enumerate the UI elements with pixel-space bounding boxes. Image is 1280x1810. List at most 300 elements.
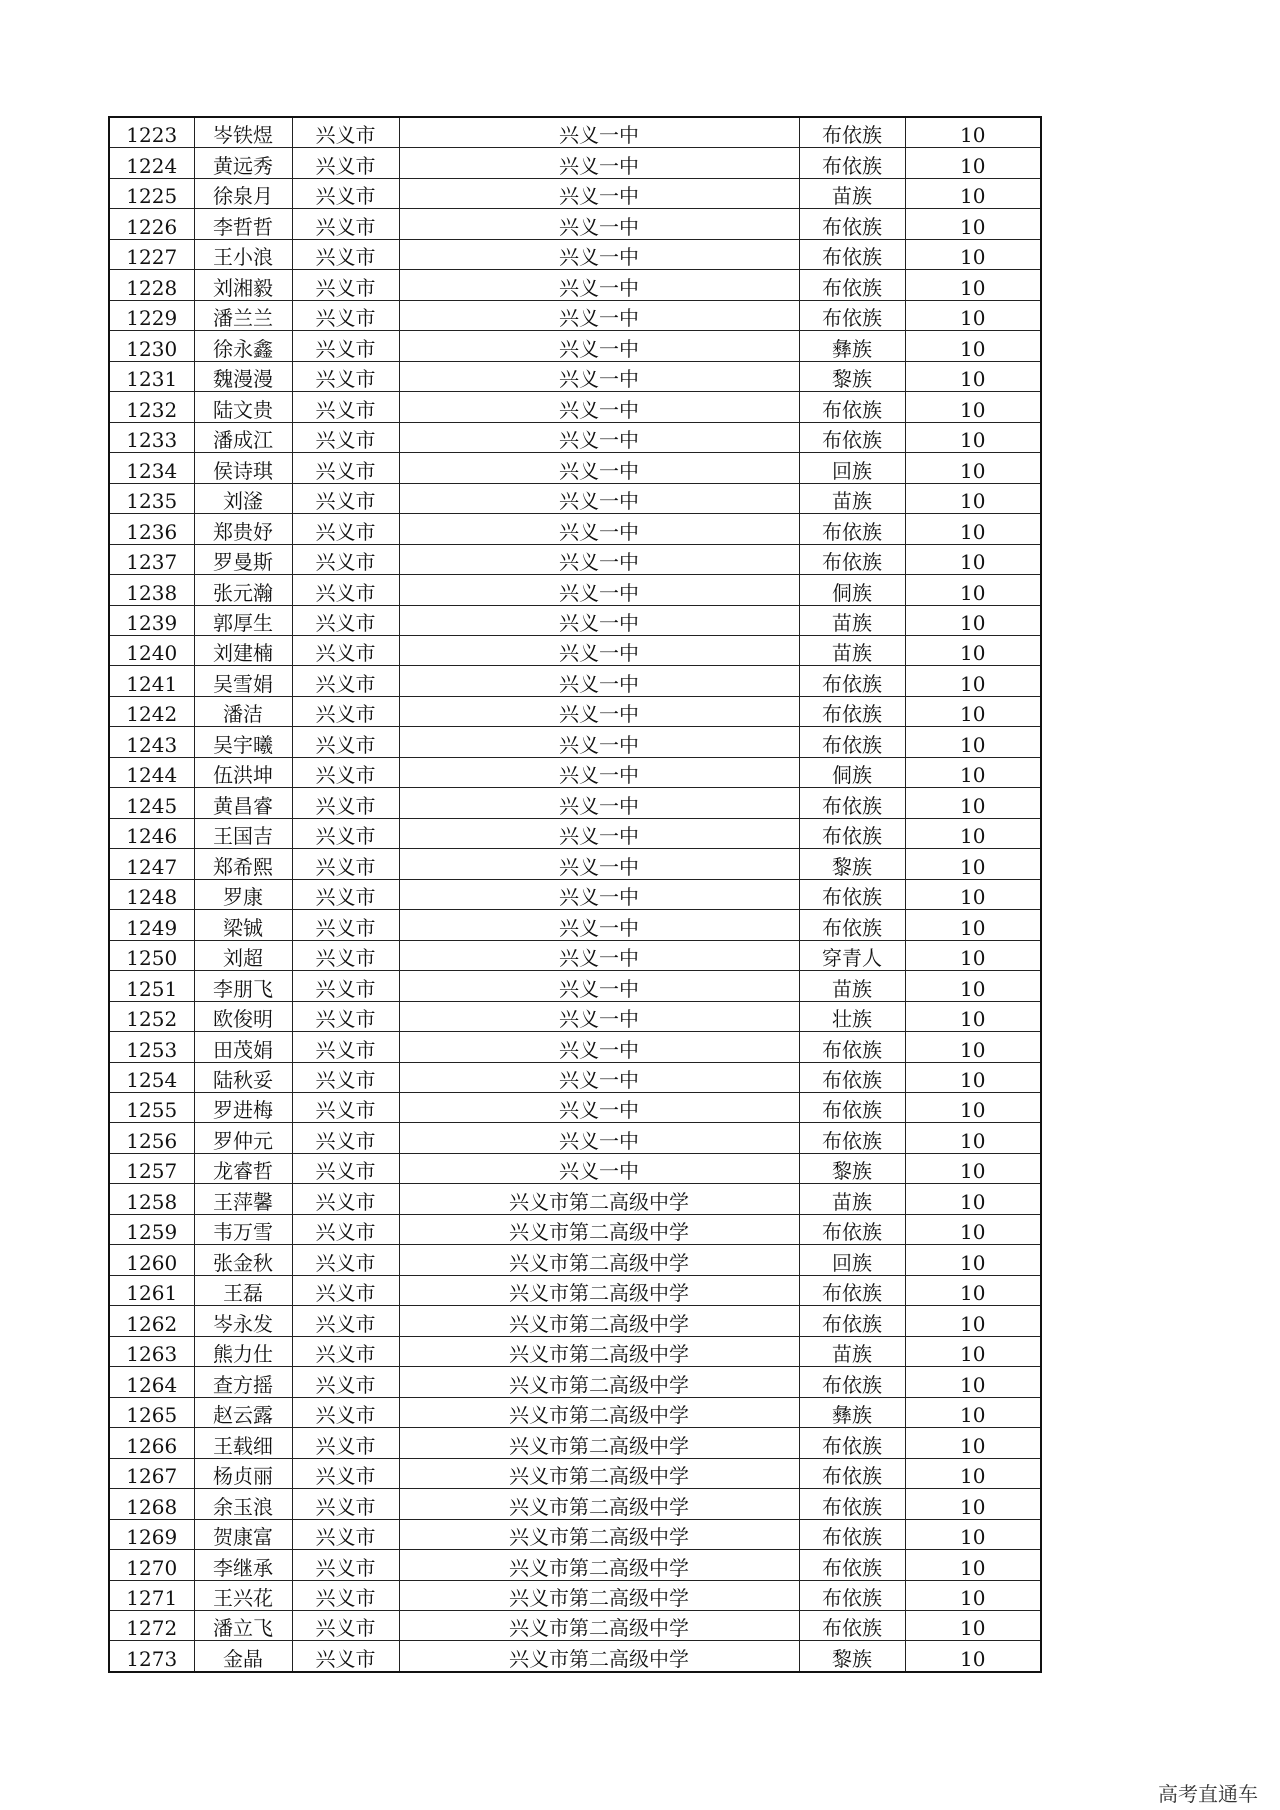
cell-ethnicity: 布依族: [799, 727, 905, 757]
table-row: [109, 117, 1041, 148]
cell-no: 1246: [109, 818, 194, 848]
cell-no: 1249: [109, 910, 194, 940]
cell-no: 1258: [109, 1184, 194, 1214]
cell-name: 吴雪娟: [194, 666, 292, 696]
cell-ethnicity: 穿青人: [799, 940, 905, 970]
cell-ethnicity: 苗族: [799, 1336, 905, 1366]
cell-ethnicity: 布依族: [799, 696, 905, 726]
cell-city: 兴义市: [292, 1428, 399, 1458]
cell-no: 1260: [109, 1245, 194, 1275]
cell-name: 郭厚生: [194, 605, 292, 635]
cell-school: 兴义一中: [399, 209, 799, 239]
cell-score: 10: [905, 453, 1041, 483]
cell-name: 潘立飞: [194, 1610, 292, 1640]
cell-city: 兴义市: [292, 635, 399, 665]
cell-ethnicity: 回族: [799, 1245, 905, 1275]
cell-city: 兴义市: [292, 1550, 399, 1580]
cell-no: 1224: [109, 148, 194, 178]
cell-ethnicity: 侗族: [799, 757, 905, 787]
cell-score: 10: [905, 392, 1041, 422]
cell-school: 兴义市第二高级中学: [399, 1519, 799, 1549]
cell-city: 兴义市: [292, 239, 399, 269]
cell-no: 1227: [109, 239, 194, 269]
cell-city: 兴义市: [292, 1367, 399, 1397]
roster-body: [109, 117, 1041, 1672]
cell-school: 兴义市第二高级中学: [399, 1610, 799, 1640]
cell-score: 10: [905, 1062, 1041, 1092]
table-row: [109, 605, 1041, 635]
cell-name: 魏漫漫: [194, 361, 292, 391]
table-row: [109, 1093, 1041, 1123]
cell-name: 查方摇: [194, 1367, 292, 1397]
cell-city: 兴义市: [292, 605, 399, 635]
cell-ethnicity: 布依族: [799, 1275, 905, 1305]
cell-name: 金晶: [194, 1641, 292, 1672]
cell-name: 王载细: [194, 1428, 292, 1458]
cell-ethnicity: 布依族: [799, 544, 905, 574]
table-row: [109, 757, 1041, 787]
cell-school: 兴义一中: [399, 1093, 799, 1123]
cell-score: 10: [905, 1519, 1041, 1549]
cell-school: 兴义一中: [399, 971, 799, 1001]
cell-name: 岑永发: [194, 1306, 292, 1336]
table-row: [109, 1428, 1041, 1458]
cell-ethnicity: 布依族: [799, 1062, 905, 1092]
table-row: [109, 940, 1041, 970]
cell-score: 10: [905, 1184, 1041, 1214]
cell-name: 吴宇曦: [194, 727, 292, 757]
cell-name: 潘洁: [194, 696, 292, 726]
cell-name: 刘建楠: [194, 635, 292, 665]
table-row: [109, 1123, 1041, 1153]
table-row: [109, 483, 1041, 513]
cell-city: 兴义市: [292, 940, 399, 970]
cell-no: 1252: [109, 1001, 194, 1031]
cell-score: 10: [905, 666, 1041, 696]
cell-name: 罗曼斯: [194, 544, 292, 574]
cell-score: 10: [905, 544, 1041, 574]
cell-score: 10: [905, 575, 1041, 605]
cell-score: 10: [905, 1641, 1041, 1672]
cell-ethnicity: 彝族: [799, 331, 905, 361]
cell-city: 兴义市: [292, 849, 399, 879]
cell-city: 兴义市: [292, 1458, 399, 1488]
cell-city: 兴义市: [292, 331, 399, 361]
cell-score: 10: [905, 1336, 1041, 1366]
table-row: [109, 666, 1041, 696]
cell-school: 兴义一中: [399, 361, 799, 391]
cell-score: 10: [905, 727, 1041, 757]
table-row: [109, 635, 1041, 665]
table-row: [109, 361, 1041, 391]
cell-city: 兴义市: [292, 818, 399, 848]
table-row: [109, 1001, 1041, 1031]
cell-school: 兴义市第二高级中学: [399, 1214, 799, 1244]
cell-name: 潘兰兰: [194, 300, 292, 330]
cell-ethnicity: 布依族: [799, 1367, 905, 1397]
table-row: [109, 148, 1041, 178]
cell-score: 10: [905, 1397, 1041, 1427]
table-row: [109, 270, 1041, 300]
cell-name: 李朋飞: [194, 971, 292, 1001]
cell-school: 兴义一中: [399, 696, 799, 726]
cell-no: 1225: [109, 178, 194, 208]
cell-city: 兴义市: [292, 757, 399, 787]
table-row: [109, 910, 1041, 940]
cell-no: 1269: [109, 1519, 194, 1549]
cell-no: 1240: [109, 635, 194, 665]
cell-name: 刘滏: [194, 483, 292, 513]
cell-score: 10: [905, 483, 1041, 513]
cell-name: 张金秋: [194, 1245, 292, 1275]
cell-school: 兴义一中: [399, 148, 799, 178]
cell-name: 张元瀚: [194, 575, 292, 605]
cell-school: 兴义一中: [399, 575, 799, 605]
cell-no: 1250: [109, 940, 194, 970]
table-row: [109, 392, 1041, 422]
cell-ethnicity: 苗族: [799, 605, 905, 635]
cell-score: 10: [905, 1153, 1041, 1183]
cell-no: 1256: [109, 1123, 194, 1153]
cell-school: 兴义一中: [399, 1153, 799, 1183]
table-row: [109, 1062, 1041, 1092]
cell-school: 兴义一中: [399, 788, 799, 818]
cell-score: 10: [905, 971, 1041, 1001]
cell-city: 兴义市: [292, 300, 399, 330]
cell-name: 王小浪: [194, 239, 292, 269]
cell-school: 兴义一中: [399, 1001, 799, 1031]
cell-no: 1234: [109, 453, 194, 483]
cell-ethnicity: 布依族: [799, 239, 905, 269]
cell-no: 1263: [109, 1336, 194, 1366]
table-row: [109, 1550, 1041, 1580]
table-row: [109, 453, 1041, 483]
table-row: [109, 331, 1041, 361]
cell-name: 潘成江: [194, 422, 292, 452]
cell-no: 1223: [109, 117, 194, 148]
cell-no: 1247: [109, 849, 194, 879]
watermark: 高考直通车: [1158, 1782, 1258, 1806]
cell-score: 10: [905, 605, 1041, 635]
table-row: [109, 1367, 1041, 1397]
cell-name: 伍洪坤: [194, 757, 292, 787]
cell-name: 徐泉月: [194, 178, 292, 208]
cell-no: 1254: [109, 1062, 194, 1092]
cell-score: 10: [905, 422, 1041, 452]
cell-score: 10: [905, 1367, 1041, 1397]
table-row: [109, 422, 1041, 452]
table-row: [109, 1397, 1041, 1427]
cell-city: 兴义市: [292, 1001, 399, 1031]
cell-ethnicity: 布依族: [799, 148, 905, 178]
cell-school: 兴义一中: [399, 849, 799, 879]
cell-score: 10: [905, 1275, 1041, 1305]
cell-score: 10: [905, 1458, 1041, 1488]
table-row: [109, 1336, 1041, 1366]
cell-city: 兴义市: [292, 910, 399, 940]
cell-ethnicity: 布依族: [799, 117, 905, 148]
cell-ethnicity: 布依族: [799, 1550, 905, 1580]
cell-score: 10: [905, 1001, 1041, 1031]
cell-name: 余玉浪: [194, 1489, 292, 1519]
cell-name: 侯诗琪: [194, 453, 292, 483]
cell-name: 王萍馨: [194, 1184, 292, 1214]
cell-score: 10: [905, 1489, 1041, 1519]
cell-ethnicity: 苗族: [799, 635, 905, 665]
table-row: [109, 788, 1041, 818]
cell-city: 兴义市: [292, 1397, 399, 1427]
cell-no: 1255: [109, 1093, 194, 1123]
table-row: [109, 1184, 1041, 1214]
table-row: [109, 1580, 1041, 1610]
cell-school: 兴义一中: [399, 727, 799, 757]
cell-name: 赵云露: [194, 1397, 292, 1427]
cell-city: 兴义市: [292, 727, 399, 757]
cell-score: 10: [905, 361, 1041, 391]
cell-score: 10: [905, 300, 1041, 330]
table-row: [109, 696, 1041, 726]
cell-school: 兴义市第二高级中学: [399, 1550, 799, 1580]
cell-no: 1270: [109, 1550, 194, 1580]
cell-school: 兴义一中: [399, 117, 799, 148]
cell-city: 兴义市: [292, 1032, 399, 1062]
cell-score: 10: [905, 178, 1041, 208]
cell-score: 10: [905, 757, 1041, 787]
table-row: [109, 209, 1041, 239]
cell-ethnicity: 布依族: [799, 1032, 905, 1062]
cell-name: 郑希熙: [194, 849, 292, 879]
cell-name: 贺康富: [194, 1519, 292, 1549]
cell-no: 1241: [109, 666, 194, 696]
cell-name: 郑贵妤: [194, 514, 292, 544]
cell-score: 10: [905, 239, 1041, 269]
cell-city: 兴义市: [292, 209, 399, 239]
cell-school: 兴义市第二高级中学: [399, 1367, 799, 1397]
cell-city: 兴义市: [292, 1123, 399, 1153]
cell-city: 兴义市: [292, 514, 399, 544]
cell-score: 10: [905, 1428, 1041, 1458]
cell-city: 兴义市: [292, 544, 399, 574]
cell-school: 兴义一中: [399, 1032, 799, 1062]
cell-name: 熊力仕: [194, 1336, 292, 1366]
cell-school: 兴义市第二高级中学: [399, 1458, 799, 1488]
cell-city: 兴义市: [292, 575, 399, 605]
cell-city: 兴义市: [292, 1610, 399, 1640]
cell-name: 龙睿哲: [194, 1153, 292, 1183]
cell-ethnicity: 布依族: [799, 818, 905, 848]
cell-score: 10: [905, 635, 1041, 665]
cell-no: 1264: [109, 1367, 194, 1397]
cell-school: 兴义一中: [399, 300, 799, 330]
cell-ethnicity: 布依族: [799, 1489, 905, 1519]
cell-name: 徐永鑫: [194, 331, 292, 361]
table-row: [109, 514, 1041, 544]
cell-no: 1226: [109, 209, 194, 239]
table-row: [109, 727, 1041, 757]
cell-school: 兴义一中: [399, 331, 799, 361]
cell-city: 兴义市: [292, 1336, 399, 1366]
roster-table: [108, 116, 1042, 1673]
cell-ethnicity: 布依族: [799, 879, 905, 909]
cell-school: 兴义一中: [399, 757, 799, 787]
table-row: [109, 818, 1041, 848]
cell-school: 兴义一中: [399, 514, 799, 544]
cell-score: 10: [905, 1245, 1041, 1275]
cell-school: 兴义市第二高级中学: [399, 1275, 799, 1305]
cell-school: 兴义一中: [399, 1062, 799, 1092]
cell-ethnicity: 布依族: [799, 1519, 905, 1549]
cell-score: 10: [905, 270, 1041, 300]
cell-name: 王国吉: [194, 818, 292, 848]
cell-school: 兴义一中: [399, 453, 799, 483]
table-row: [109, 300, 1041, 330]
cell-no: 1245: [109, 788, 194, 818]
cell-city: 兴义市: [292, 483, 399, 513]
cell-school: 兴义市第二高级中学: [399, 1184, 799, 1214]
cell-no: 1244: [109, 757, 194, 787]
cell-city: 兴义市: [292, 666, 399, 696]
cell-no: 1265: [109, 1397, 194, 1427]
cell-name: 欧俊明: [194, 1001, 292, 1031]
cell-ethnicity: 布依族: [799, 209, 905, 239]
cell-school: 兴义市第二高级中学: [399, 1245, 799, 1275]
table-row: [109, 1519, 1041, 1549]
cell-no: 1266: [109, 1428, 194, 1458]
cell-school: 兴义一中: [399, 422, 799, 452]
cell-city: 兴义市: [292, 696, 399, 726]
cell-ethnicity: 布依族: [799, 514, 905, 544]
cell-no: 1267: [109, 1458, 194, 1488]
cell-score: 10: [905, 514, 1041, 544]
cell-school: 兴义市第二高级中学: [399, 1641, 799, 1672]
cell-city: 兴义市: [292, 1062, 399, 1092]
cell-ethnicity: 苗族: [799, 1184, 905, 1214]
cell-no: 1253: [109, 1032, 194, 1062]
cell-city: 兴义市: [292, 178, 399, 208]
cell-score: 10: [905, 1610, 1041, 1640]
table-row: [109, 575, 1041, 605]
cell-no: 1243: [109, 727, 194, 757]
cell-score: 10: [905, 1093, 1041, 1123]
cell-no: 1261: [109, 1275, 194, 1305]
cell-city: 兴义市: [292, 148, 399, 178]
cell-city: 兴义市: [292, 392, 399, 422]
cell-school: 兴义一中: [399, 879, 799, 909]
cell-no: 1235: [109, 483, 194, 513]
cell-no: 1228: [109, 270, 194, 300]
cell-score: 10: [905, 1214, 1041, 1244]
cell-no: 1237: [109, 544, 194, 574]
cell-no: 1242: [109, 696, 194, 726]
cell-name: 李继承: [194, 1550, 292, 1580]
cell-no: 1259: [109, 1214, 194, 1244]
cell-city: 兴义市: [292, 1641, 399, 1672]
cell-ethnicity: 侗族: [799, 575, 905, 605]
cell-ethnicity: 黎族: [799, 361, 905, 391]
cell-ethnicity: 布依族: [799, 1093, 905, 1123]
table-row: [109, 239, 1041, 269]
cell-ethnicity: 黎族: [799, 849, 905, 879]
cell-city: 兴义市: [292, 1306, 399, 1336]
cell-score: 10: [905, 910, 1041, 940]
cell-no: 1271: [109, 1580, 194, 1610]
cell-ethnicity: 布依族: [799, 422, 905, 452]
cell-city: 兴义市: [292, 1519, 399, 1549]
cell-ethnicity: 布依族: [799, 910, 905, 940]
cell-city: 兴义市: [292, 1214, 399, 1244]
cell-no: 1230: [109, 331, 194, 361]
cell-ethnicity: 苗族: [799, 483, 905, 513]
cell-ethnicity: 布依族: [799, 1580, 905, 1610]
table-row: [109, 1153, 1041, 1183]
cell-name: 刘超: [194, 940, 292, 970]
cell-ethnicity: 布依族: [799, 392, 905, 422]
table-row: [109, 849, 1041, 879]
table-row: [109, 1641, 1041, 1672]
cell-score: 10: [905, 117, 1041, 148]
cell-name: 罗进梅: [194, 1093, 292, 1123]
cell-score: 10: [905, 1306, 1041, 1336]
cell-ethnicity: 布依族: [799, 1610, 905, 1640]
cell-school: 兴义市第二高级中学: [399, 1336, 799, 1366]
cell-name: 黄昌睿: [194, 788, 292, 818]
table-row: [109, 1306, 1041, 1336]
cell-ethnicity: 布依族: [799, 1214, 905, 1244]
cell-name: 王兴花: [194, 1580, 292, 1610]
cell-school: 兴义一中: [399, 270, 799, 300]
table-row: [109, 1245, 1041, 1275]
cell-no: 1238: [109, 575, 194, 605]
cell-city: 兴义市: [292, 1093, 399, 1123]
cell-score: 10: [905, 940, 1041, 970]
cell-name: 刘湘毅: [194, 270, 292, 300]
table-row: [109, 1275, 1041, 1305]
cell-school: 兴义一中: [399, 544, 799, 574]
cell-ethnicity: 布依族: [799, 788, 905, 818]
cell-score: 10: [905, 818, 1041, 848]
cell-ethnicity: 布依族: [799, 1458, 905, 1488]
cell-school: 兴义市第二高级中学: [399, 1580, 799, 1610]
cell-school: 兴义市第二高级中学: [399, 1306, 799, 1336]
cell-name: 杨贞丽: [194, 1458, 292, 1488]
cell-school: 兴义一中: [399, 178, 799, 208]
cell-school: 兴义市第二高级中学: [399, 1397, 799, 1427]
cell-score: 10: [905, 696, 1041, 726]
cell-score: 10: [905, 879, 1041, 909]
cell-no: 1239: [109, 605, 194, 635]
table-row: [109, 1214, 1041, 1244]
table-row: [109, 971, 1041, 1001]
cell-score: 10: [905, 1550, 1041, 1580]
cell-no: 1262: [109, 1306, 194, 1336]
cell-city: 兴义市: [292, 117, 399, 148]
cell-school: 兴义一中: [399, 910, 799, 940]
cell-city: 兴义市: [292, 1489, 399, 1519]
cell-score: 10: [905, 1580, 1041, 1610]
cell-school: 兴义市第二高级中学: [399, 1428, 799, 1458]
cell-ethnicity: 布依族: [799, 300, 905, 330]
cell-city: 兴义市: [292, 270, 399, 300]
cell-ethnicity: 苗族: [799, 178, 905, 208]
cell-school: 兴义一中: [399, 666, 799, 696]
cell-city: 兴义市: [292, 1153, 399, 1183]
cell-city: 兴义市: [292, 879, 399, 909]
cell-city: 兴义市: [292, 971, 399, 1001]
cell-name: 田茂娟: [194, 1032, 292, 1062]
cell-school: 兴义一中: [399, 818, 799, 848]
cell-name: 韦万雪: [194, 1214, 292, 1244]
cell-score: 10: [905, 1123, 1041, 1153]
